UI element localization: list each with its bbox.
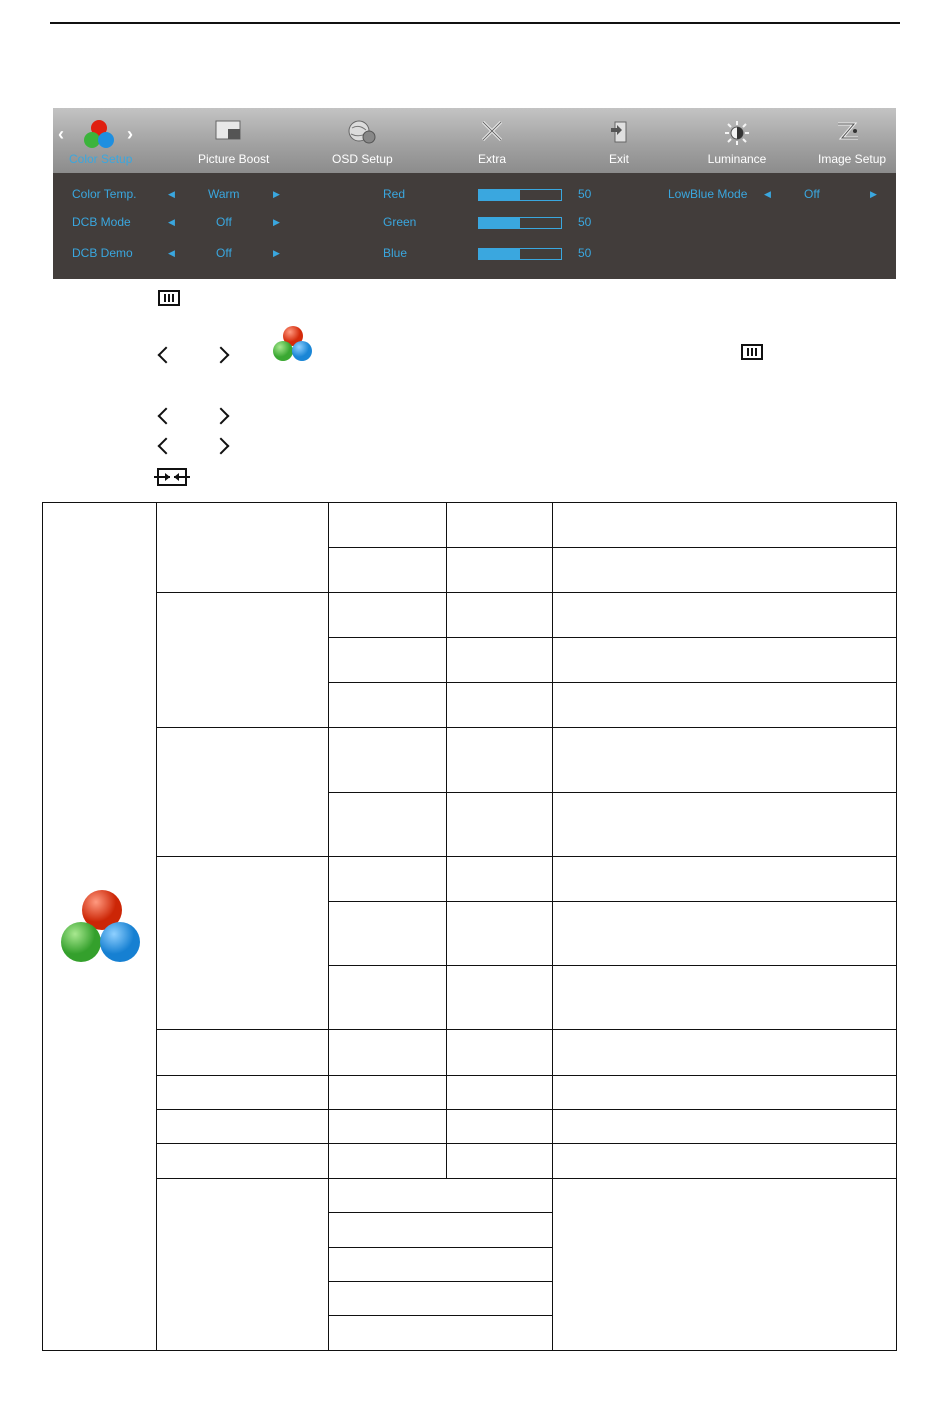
osd-menu-screenshot	[53, 108, 896, 279]
green-gain-label: Green	[383, 215, 417, 229]
settings-table	[42, 502, 897, 1351]
extra-icon	[480, 120, 504, 142]
top-rule	[50, 22, 900, 24]
exit-icon	[609, 120, 629, 144]
osd-tab-bar	[53, 108, 896, 173]
color-temp-right-arrow-icon[interactable]: ▶	[273, 189, 280, 199]
chevron-left-icon	[158, 438, 175, 455]
color-setup-large-icon	[58, 888, 142, 966]
chevron-right-icon	[213, 347, 230, 364]
blue-gain-fill	[479, 249, 520, 259]
menu-key-icon	[741, 344, 763, 360]
blue-gain-label: Blue	[383, 246, 408, 260]
red-gain-value: 50	[578, 187, 592, 201]
tab-label: Extra	[477, 152, 506, 166]
osd-next-arrow-icon: ›	[127, 124, 133, 144]
blue-gain-value: 50	[578, 246, 592, 260]
tab-label: Picture Boost	[198, 152, 270, 166]
tab-label: Color Setup	[69, 152, 133, 166]
green-gain-slider[interactable]	[478, 217, 562, 229]
image-setup-icon	[834, 120, 862, 142]
dcb-mode-right-arrow-icon[interactable]: ▶	[273, 217, 280, 227]
dcb-mode-value: Off	[216, 215, 232, 229]
chevron-right-icon	[213, 408, 230, 425]
red-gain-label: Red	[383, 187, 406, 201]
dcb-mode-label: DCB Mode	[72, 215, 131, 229]
color-temp-label: Color Temp.	[72, 187, 137, 201]
red-gain-fill	[479, 190, 520, 200]
tab-label: Exit	[608, 152, 629, 166]
dcb-demo-right-arrow-icon[interactable]: ▶	[273, 248, 280, 258]
luminance-icon	[724, 120, 750, 146]
dcb-demo-left-arrow-icon[interactable]: ◀	[168, 248, 175, 258]
green-gain-value: 50	[578, 215, 592, 229]
lowblue-mode-value: Off	[804, 187, 820, 201]
color-temp-left-arrow-icon[interactable]: ◀	[168, 189, 175, 199]
color-temp-value: Warm	[208, 187, 240, 201]
dcb-demo-label: DCB Demo	[72, 246, 133, 260]
tab-label: Image Setup	[818, 152, 887, 166]
osd-prev-arrow-icon: ‹	[58, 124, 64, 144]
chevron-left-icon	[158, 347, 175, 364]
enter-key-icon	[154, 467, 190, 487]
chevron-right-icon	[213, 438, 230, 455]
lowblue-right-arrow-icon[interactable]: ▶	[870, 189, 877, 199]
menu-key-icon	[158, 290, 180, 306]
lowblue-left-arrow-icon[interactable]: ◀	[764, 189, 771, 199]
dcb-mode-left-arrow-icon[interactable]: ◀	[168, 217, 175, 227]
picture-boost-icon	[215, 120, 241, 140]
color-setup-icon	[82, 118, 116, 150]
green-gain-fill	[479, 218, 520, 228]
red-gain-slider[interactable]	[478, 189, 562, 201]
lowblue-mode-label: LowBlue Mode	[668, 187, 748, 201]
color-setup-icon	[271, 324, 315, 364]
chevron-left-icon	[158, 408, 175, 425]
blue-gain-slider[interactable]	[478, 248, 562, 260]
tab-label: Luminance	[707, 152, 767, 166]
osd-setup-icon	[347, 120, 377, 144]
osd-settings-panel	[53, 173, 896, 279]
tab-label: OSD Setup	[332, 152, 393, 166]
dcb-demo-value: Off	[216, 246, 232, 260]
